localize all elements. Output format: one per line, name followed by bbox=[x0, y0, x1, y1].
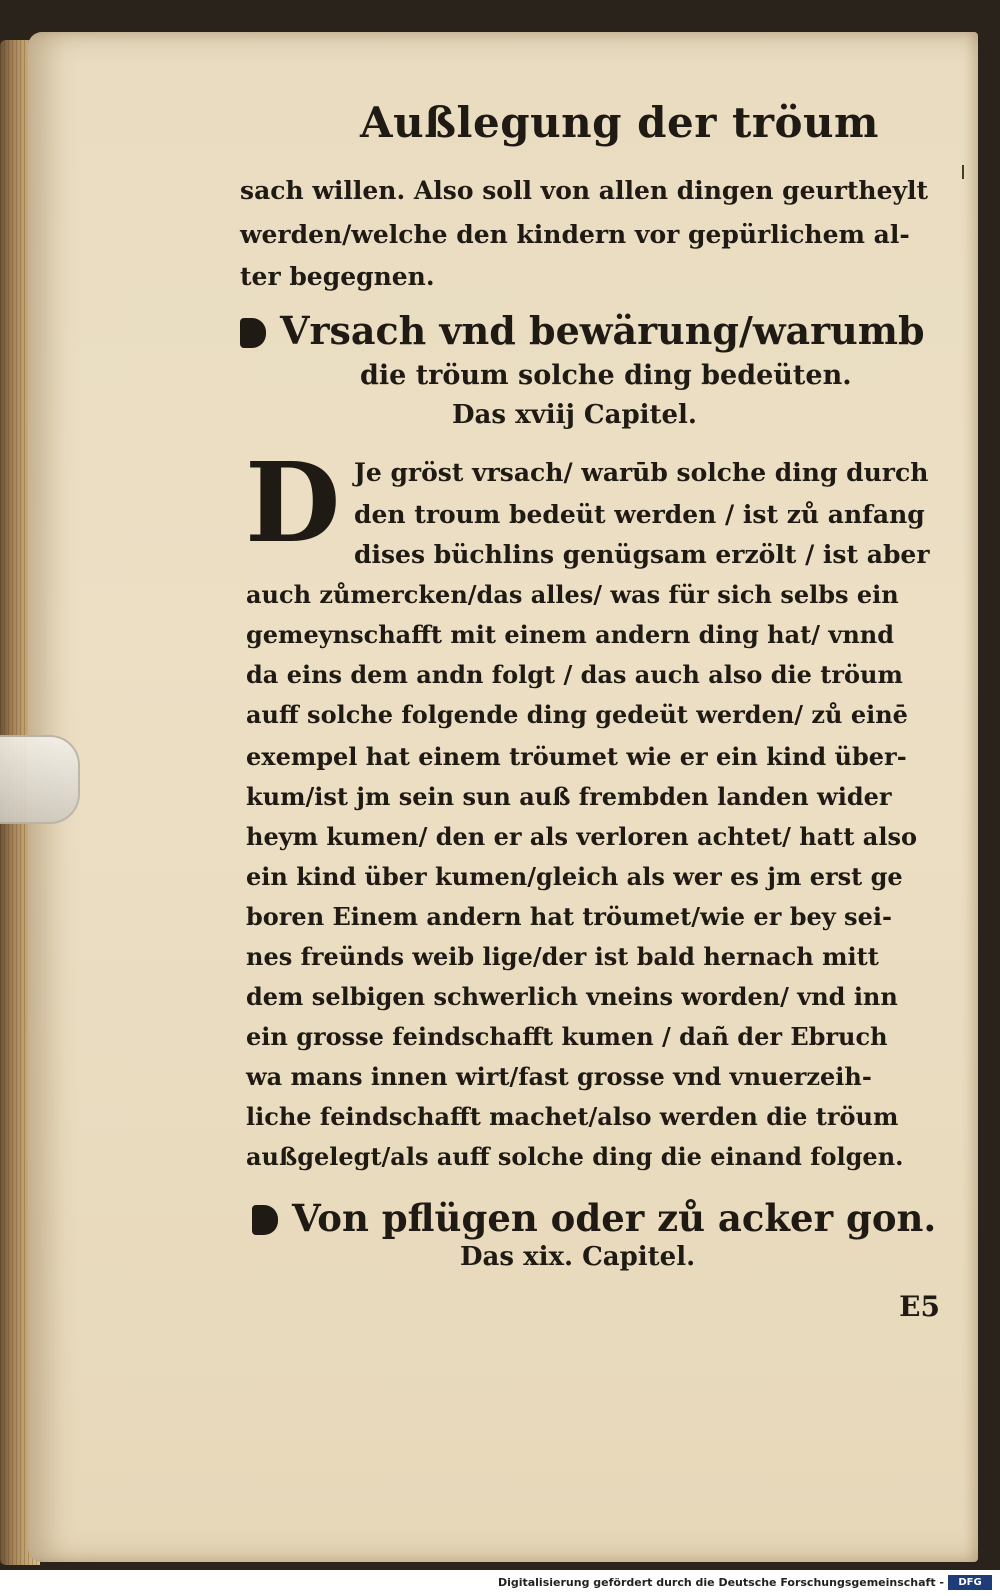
body-line-17: liche feindschafft machet/also werden die tröum bbox=[246, 1102, 899, 1131]
paragraph-mark-icon bbox=[252, 1205, 278, 1235]
footer-credit: Digitalisierung gefördert durch die Deutsche Forschungsgemeinschaft - bbox=[497, 1576, 944, 1589]
intro-line-1: sach willen. Also soll von allen dingen geurtheylt bbox=[240, 176, 929, 205]
body-line-1: Je gröst vrsach/ warūb solche ding durch bbox=[354, 458, 929, 487]
page-clip bbox=[0, 735, 80, 824]
body-line-14: dem selbigen schwerlich vneins worden/ vnd inn bbox=[246, 982, 898, 1011]
body-line-4: auch zůmercken/das alles/ was für sich selbs ein bbox=[246, 580, 899, 609]
dfg-logo: DFG bbox=[948, 1575, 992, 1590]
chapter-label-2: Das xix. Capitel. bbox=[460, 1242, 696, 1272]
signature-mark: E5 bbox=[899, 1290, 940, 1323]
body-line-15: ein grosse feindschafft kumen / dañ der Ebruch bbox=[246, 1022, 888, 1051]
body-line-8: exempel hat einem tröumet wie er ein kind über- bbox=[246, 742, 907, 771]
body-line-6: da eins dem andn folgt / das auch also die tröum bbox=[246, 660, 903, 689]
body-line-11: ein kind über kumen/gleich als wer es jm erst ge bbox=[246, 862, 903, 891]
margin-mark bbox=[962, 165, 964, 179]
body-line-5: gemeynschafft mit einem andern ding hat/ vnnd bbox=[246, 620, 894, 649]
section-heading-2 bbox=[252, 1196, 936, 1240]
paragraph-mark-icon bbox=[240, 318, 266, 348]
section-heading-1-line2: die tröum solche ding bedeüten. bbox=[360, 360, 852, 391]
body-line-7: auff solche folgende ding gedeüt werden/ zů einē bbox=[246, 700, 908, 729]
body-line-9: kum/ist jm sein sun auß frembden landen wider bbox=[246, 782, 892, 811]
initial-letter: D bbox=[245, 438, 341, 567]
body-line-18: außgelegt/als auff solche ding die einand folgen. bbox=[246, 1142, 904, 1171]
body-line-2: den troum bedeüt werden / ist zů anfang bbox=[354, 500, 925, 529]
body-line-16: wa mans innen wirt/fast grosse vnd vnuerzeih- bbox=[246, 1062, 872, 1091]
intro-line-3: ter begegnen. bbox=[240, 262, 435, 291]
body-line-3: dises büchlins genügsam erzölt / ist aber bbox=[354, 540, 930, 569]
digitization-footer bbox=[0, 1570, 1000, 1596]
body-line-12: boren Einem andern hat tröumet/wie er bey sei- bbox=[246, 902, 892, 931]
decorated-initial bbox=[245, 438, 345, 567]
running-head: Außlegung der tröum bbox=[360, 98, 879, 147]
section-heading-1 bbox=[240, 308, 925, 353]
chapter-label-1: Das xviij Capitel. bbox=[452, 400, 697, 430]
section-heading-2-text: Von pflügen oder zů acker gon. bbox=[292, 1196, 937, 1240]
body-line-10: heym kumen/ den er als verloren achtet/ hatt also bbox=[246, 822, 917, 851]
body-line-13: nes freünds weib lige/der ist bald hernach mitt bbox=[246, 942, 879, 971]
section-heading-1-line1: Vrsach vnd bewärung/warumb bbox=[280, 308, 925, 353]
intro-line-2: werden/welche den kindern vor gepürlichem al- bbox=[240, 220, 910, 249]
